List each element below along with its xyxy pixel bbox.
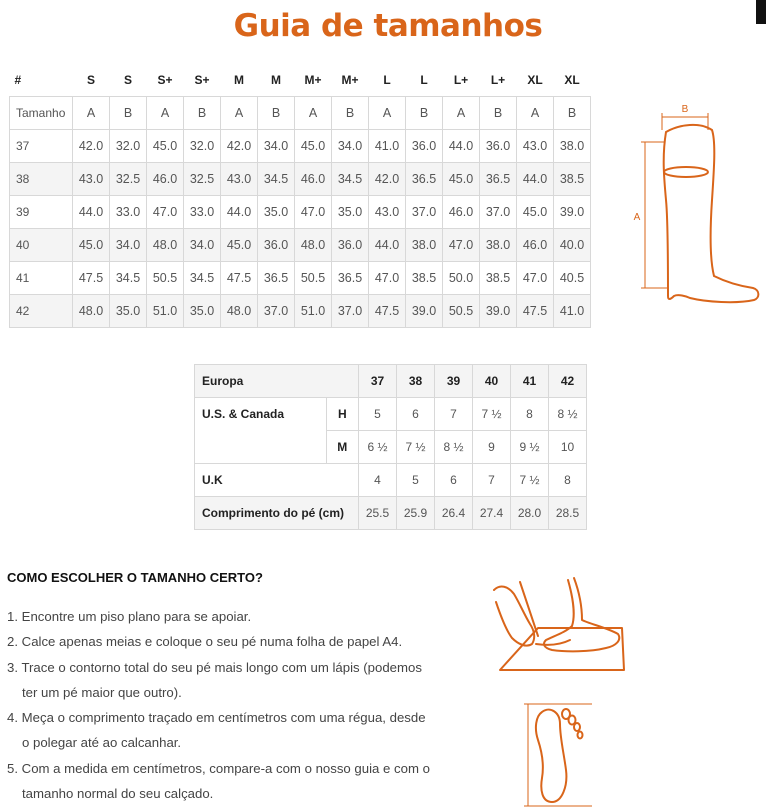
size-cell: 33.0 [110,196,147,229]
uk-label: U.K [195,464,359,497]
size-header-cell: S+ [194,73,210,87]
size-cell: 44.0 [443,130,480,163]
size-row [10,262,591,295]
size-cell: 47.0 [369,262,406,295]
fit-cell: B [110,97,147,130]
size-cell: 36.5 [332,262,369,295]
size-cell: 34.5 [110,262,147,295]
howto-step [7,705,477,756]
size-cell: 34.0 [110,229,147,262]
conversion-cell: 7 [473,464,511,497]
size-cell: 50.0 [443,262,480,295]
step-text: ter um pé maior que outro). [22,684,182,700]
size-cell: 34.0 [184,229,221,262]
fit-cell: A [73,97,110,130]
size-header-cell: L [383,73,391,87]
conversion-cell: 25.9 [397,497,435,530]
size-cell: 32.5 [110,163,147,196]
size-cell: 46.0 [295,163,332,196]
size-cell: 51.0 [147,295,184,328]
step-number: 2. [7,634,18,650]
conversion-cell: 28.5 [549,497,587,530]
fit-cell: B [184,97,221,130]
boot-calf-ring [664,167,708,177]
size-row [10,196,591,229]
size-cell: 44.0 [369,229,406,262]
size-cell: 32.0 [110,130,147,163]
size-cell: 35.0 [184,295,221,328]
size-header-cell: XL [564,73,580,87]
conversion-cell: 4 [359,464,397,497]
size-cell: 41.0 [554,295,591,328]
size-cell: 38.5 [406,262,443,295]
fit-cell: B [406,97,443,130]
conversion-row-foot-length [195,497,587,530]
howto-step [7,604,477,629]
size-cell: 35.0 [332,196,369,229]
size-cell: 45.0 [73,229,110,262]
size-cell: 32.5 [184,163,221,196]
conversion-cell: 7 [435,398,473,431]
fit-cell: B [554,97,591,130]
fit-cell: A [443,97,480,130]
conversion-cell: 6 [435,464,473,497]
size-cell: 40.5 [554,262,591,295]
fit-cell: A [369,97,406,130]
step-text: Meça o comprimento traçado em centímetros com uma régua, desde [21,710,426,726]
size-cell: 36.5 [480,163,517,196]
size-cell: 37.0 [258,295,295,328]
size-cell: 38.0 [554,130,591,163]
size-header-cell: M+ [304,73,322,87]
size-cell: 35.0 [258,196,295,229]
hand-outline [494,587,534,646]
conversion-cell: 9 [473,431,511,464]
conversion-row-europe [195,365,587,398]
size-cell: 36.0 [332,229,369,262]
size-cell: 48.0 [221,295,258,328]
size-cell: 45.0 [517,196,554,229]
size-cell: 41.0 [369,130,406,163]
size-cell: 43.0 [369,196,406,229]
step-text: Calce apenas meias e coloque o seu pé numa folha de papel A4. [21,634,403,650]
conversion-cell: 38 [397,365,435,398]
size-cell: 48.0 [147,229,184,262]
size-cell: 45.0 [295,130,332,163]
step-text: Com a medida em centímetros, compare-a com o nosso guia e com o [21,760,430,776]
size-header-cell: S [86,73,95,87]
size-cell: 47.5 [517,295,554,328]
size-cell: 34.5 [258,163,295,196]
size-cell: 47.0 [295,196,332,229]
size-cell: 34.0 [258,130,295,163]
size-cell: 37.0 [332,295,369,328]
size-cell: 39.0 [480,295,517,328]
size-chart-table [9,64,591,328]
step-number: 1. [7,609,18,624]
conversion-cell: 8 ½ [549,398,587,431]
fit-cell: B [258,97,295,130]
row-label-header: Tamanho [10,97,73,130]
size-cell: 44.0 [73,196,110,229]
step-number: 4. [7,710,18,726]
size-cell: 43.0 [517,130,554,163]
size-cell: 46.0 [443,196,480,229]
conversion-cell: 26.4 [435,497,473,530]
size-cell: 45.0 [147,130,184,163]
size-row [10,130,591,163]
howto-step [7,756,477,807]
size-cell: 43.0 [73,163,110,196]
size-cell: 36.0 [258,229,295,262]
conversion-cell: 39 [435,365,473,398]
size-header-cell: XL [527,73,543,87]
size-cell: 34.5 [184,262,221,295]
conversion-cell: 10 [549,431,587,464]
dimension-a-label: A [633,212,641,223]
size-header-cell: L+ [490,73,506,87]
fit-cell: A [221,97,258,130]
foot-length-label: Comprimento do pé (cm) [195,497,359,530]
conversion-table [194,364,587,530]
boot-diagram [628,100,766,310]
conversion-cell: 7 ½ [473,398,511,431]
conversion-row-uk [195,464,587,497]
size-header-cell: S [123,73,132,87]
size-cell: 45.0 [221,229,258,262]
size-cell: 38.0 [406,229,443,262]
size-cell: 47.5 [73,262,110,295]
fit-cell: A [295,97,332,130]
conversion-cell: 41 [511,365,549,398]
size-cell: 50.5 [443,295,480,328]
conversion-cell: 37 [359,365,397,398]
conversion-cell: 6 ½ [359,431,397,464]
size-cell: 47.5 [369,295,406,328]
size-cell: 47.0 [147,196,184,229]
step-text: o polegar até ao calcanhar. [22,735,182,751]
size-cell: 42.0 [369,163,406,196]
howto-steps [7,604,477,806]
size-cell: 32.0 [184,130,221,163]
size-row-label: 41 [10,262,73,295]
size-header-cell: S+ [157,73,173,87]
size-cell: 50.5 [147,262,184,295]
step-text: Encontre um piso plano para se apoiar. [21,609,252,624]
size-cell: 40.0 [554,229,591,262]
corner-label: # [14,73,22,87]
size-row [10,163,591,196]
size-cell: 38.5 [554,163,591,196]
size-row [10,229,591,262]
size-cell: 44.0 [517,163,554,196]
howto-title: COMO ESCOLHER O TAMANHO CERTO? [7,570,263,585]
size-cell: 37.0 [480,196,517,229]
size-cell: 33.0 [184,196,221,229]
conversion-cell: 9 ½ [511,431,549,464]
size-cell: 44.0 [221,196,258,229]
size-cell: 35.0 [110,295,147,328]
size-row [10,295,591,328]
size-cell: 46.0 [147,163,184,196]
size-cell: 36.0 [480,130,517,163]
size-header-cell: M [271,73,281,87]
conversion-cell: 5 [397,464,435,497]
conversion-cell: 8 [511,398,549,431]
conversion-cell: 5 [359,398,397,431]
size-cell: 38.5 [480,262,517,295]
conversion-cell: 42 [549,365,587,398]
size-row-label: 38 [10,163,73,196]
size-header-cell: M+ [341,73,359,87]
size-cell: 47.5 [221,262,258,295]
fit-cell: B [480,97,517,130]
conversion-cell: 6 [397,398,435,431]
size-cell: 42.0 [221,130,258,163]
size-cell: 38.0 [480,229,517,262]
step-text: tamanho normal do seu calçado. [22,786,214,802]
howto-step [7,629,477,654]
size-cell: 50.5 [295,262,332,295]
size-header-row [10,64,591,97]
footprint-illustration [520,698,600,810]
size-cell: 42.0 [73,130,110,163]
foot-tracing-illustration [490,574,630,674]
size-cell: 34.5 [332,163,369,196]
size-cell: 39.0 [406,295,443,328]
size-header-cell: M [234,73,244,87]
us-label: U.S. & Canada [195,398,327,464]
page-title: Guia de tamanhos [233,8,543,44]
size-cell: 46.0 [517,229,554,262]
size-cell: 47.0 [443,229,480,262]
step-number: 5. [7,760,18,776]
size-cell: 37.0 [406,196,443,229]
size-cell: 36.5 [406,163,443,196]
conversion-row-us-men [195,398,587,431]
foot-outline [536,710,566,802]
size-cell: 34.0 [332,130,369,163]
leg-outline [544,578,619,651]
size-cell: 43.0 [221,163,258,196]
howto-step [7,655,477,706]
size-cell: 45.0 [443,163,480,196]
size-cell: 47.0 [517,262,554,295]
size-cell: 48.0 [73,295,110,328]
conversion-cell: 27.4 [473,497,511,530]
fit-cell: A [147,97,184,130]
conversion-cell: 28.0 [511,497,549,530]
fit-cell: A [517,97,554,130]
fit-row [10,97,591,130]
conversion-cell: 8 [549,464,587,497]
boot-outline [664,125,759,302]
conversion-cell: 7 ½ [397,431,435,464]
dimension-b-label: B [681,104,689,115]
size-cell: 39.0 [554,196,591,229]
size-row-label: 40 [10,229,73,262]
size-cell: 36.5 [258,262,295,295]
europe-label: Europa [195,365,359,398]
size-cell: 48.0 [295,229,332,262]
men-label: H [326,398,358,431]
step-text: Trace o contorno total do seu pé mais longo com um lápis (podemos [21,659,422,675]
size-header-cell: L [420,73,428,87]
size-row-label: 39 [10,196,73,229]
size-row-label: 37 [10,130,73,163]
conversion-cell: 40 [473,365,511,398]
size-row-label: 42 [10,295,73,328]
women-label: M [326,431,358,464]
conversion-cell: 7 ½ [511,464,549,497]
size-cell: 36.0 [406,130,443,163]
size-cell: 51.0 [295,295,332,328]
conversion-cell: 8 ½ [435,431,473,464]
step-number: 3. [7,659,18,675]
conversion-cell: 25.5 [359,497,397,530]
fit-cell: B [332,97,369,130]
size-header-cell: L+ [453,73,469,87]
